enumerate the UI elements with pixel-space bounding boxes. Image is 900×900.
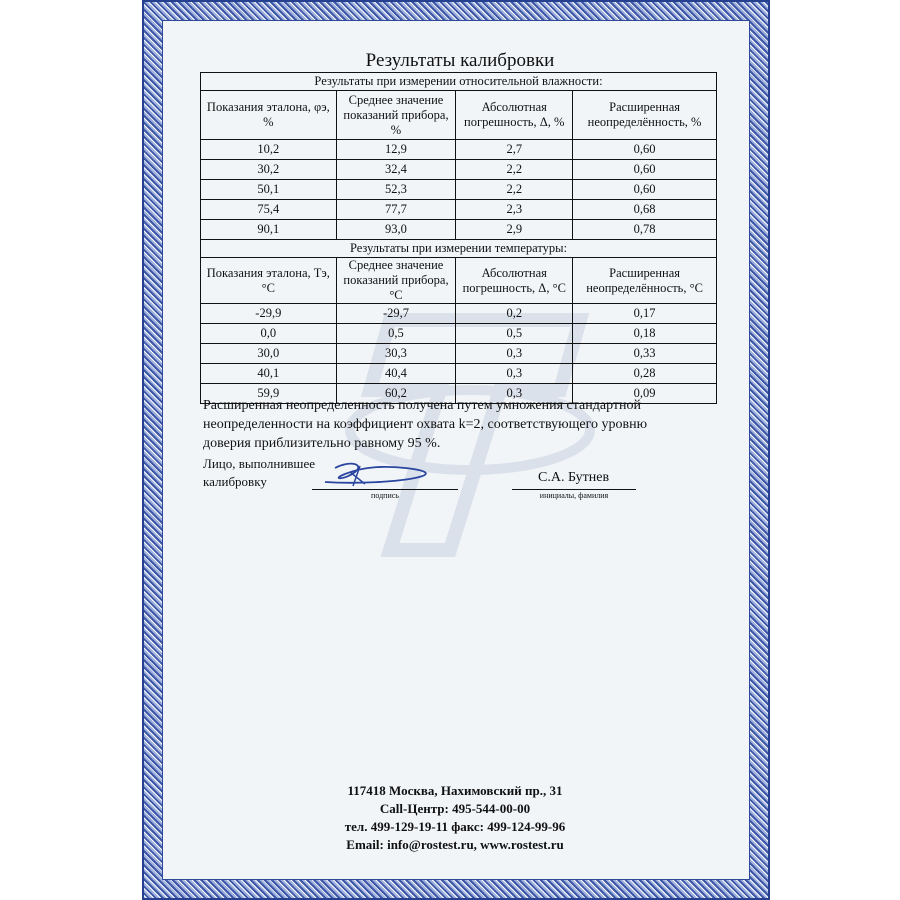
table-cell: 10,2: [201, 140, 337, 160]
table-row: [201, 220, 717, 240]
temperature-header-row: [201, 258, 717, 304]
humidity-section-title: Результаты при измерении относительной влажности:: [201, 73, 717, 91]
table-cell: 2,7: [456, 140, 573, 160]
footer-phones: тел. 499-129-19-11 факс: 499-124-99-96: [344, 819, 566, 834]
table-row: [201, 160, 717, 180]
table-cell: 75,4: [201, 200, 337, 220]
table-cell: 0,09: [573, 384, 717, 404]
table-cell: 0,17: [573, 304, 717, 324]
table-cell: 32,4: [336, 160, 456, 180]
table-cell: 0,60: [573, 160, 717, 180]
table-cell: 77,7: [336, 200, 456, 220]
table-cell: 50,1: [201, 180, 337, 200]
temperature-section-title: Результаты при измерении температуры:: [201, 240, 717, 258]
table-cell: 60,2: [336, 384, 456, 404]
table-cell: 0,18: [573, 324, 717, 344]
table-row: [201, 304, 717, 324]
performed-by-label: Лицо, выполнившее калибровку: [203, 456, 315, 489]
table-cell: 12,9: [336, 140, 456, 160]
table-cell: -29,7: [336, 304, 456, 324]
column-header: Расширенная неопределённость, %: [573, 91, 717, 140]
table-row: [201, 344, 717, 364]
column-header: Показания эталона, φэ, %: [201, 91, 337, 140]
table-cell: 30,3: [336, 344, 456, 364]
column-header: Среднее значение показаний прибора, °С: [336, 258, 456, 304]
table-cell: 30,0: [201, 344, 337, 364]
table-cell: 0,2: [456, 304, 573, 324]
page-title: Результаты калибровки: [365, 50, 555, 71]
column-header: Абсолютная погрешность, Δ, °С: [456, 258, 573, 304]
table-cell: 93,0: [336, 220, 456, 240]
table-cell: 59,9: [201, 384, 337, 404]
table-cell: 30,2: [201, 160, 337, 180]
table-cell: 0,33: [573, 344, 717, 364]
table-cell: 2,2: [456, 180, 573, 200]
table-cell: 0,60: [573, 140, 717, 160]
name-caption: инициалы, фамилия: [539, 491, 609, 500]
temperature-section-row: [201, 240, 717, 258]
table-cell: 0,28: [573, 364, 717, 384]
table-cell: 0,0: [201, 324, 337, 344]
table-cell: 0,3: [456, 384, 573, 404]
column-header: Расширенная неопределённость, °С: [573, 258, 717, 304]
table-cell: -29,9: [201, 304, 337, 324]
calibration-table: [200, 72, 717, 404]
table-cell: 0,78: [573, 220, 717, 240]
table-cell: 0,60: [573, 180, 717, 200]
footer-call-center: Call-Центр: 495-544-00-00: [379, 801, 531, 816]
table-row: [201, 364, 717, 384]
footer-contacts: [290, 782, 620, 854]
table-row: [201, 180, 717, 200]
table-cell: 0,3: [456, 344, 573, 364]
column-header: Показания эталона, Тэ, °С: [201, 258, 337, 304]
humidity-header-row: [201, 91, 717, 140]
signer-name: С.А. Бутнев: [538, 470, 610, 485]
table-cell: 90,1: [201, 220, 337, 240]
table-cell: 2,2: [456, 160, 573, 180]
signature-caption: подпись: [371, 491, 399, 500]
footer-address: 117418 Москва, Нахимовский пр., 31: [347, 783, 563, 798]
name-line: [512, 489, 636, 490]
column-header: Среднее значение показаний прибора, %: [336, 91, 456, 140]
uncertainty-note: Расширенная неопределенность получена путем умножения стандартной неопределенности на коэффициент охвата k=2, соответствующего уровню доверия приблизительно равному 95 %.: [203, 398, 648, 451]
column-header: Абсолютная погрешность, Δ, %: [456, 91, 573, 140]
table-cell: 40,1: [201, 364, 337, 384]
table-cell: 0,68: [573, 200, 717, 220]
table-row: [201, 140, 717, 160]
table-cell: 0,5: [456, 324, 573, 344]
table-cell: 2,9: [456, 220, 573, 240]
signature-line: [312, 489, 458, 490]
table-cell: 52,3: [336, 180, 456, 200]
table-cell: 40,4: [336, 364, 456, 384]
table-row: [201, 200, 717, 220]
footer-email: Email: info@rostest.ru, www.rostest.ru: [346, 837, 564, 852]
table-cell: 2,3: [456, 200, 573, 220]
table-cell: 0,3: [456, 364, 573, 384]
table-cell: 0,5: [336, 324, 456, 344]
humidity-section-row: [201, 73, 717, 91]
table-row: [201, 324, 717, 344]
